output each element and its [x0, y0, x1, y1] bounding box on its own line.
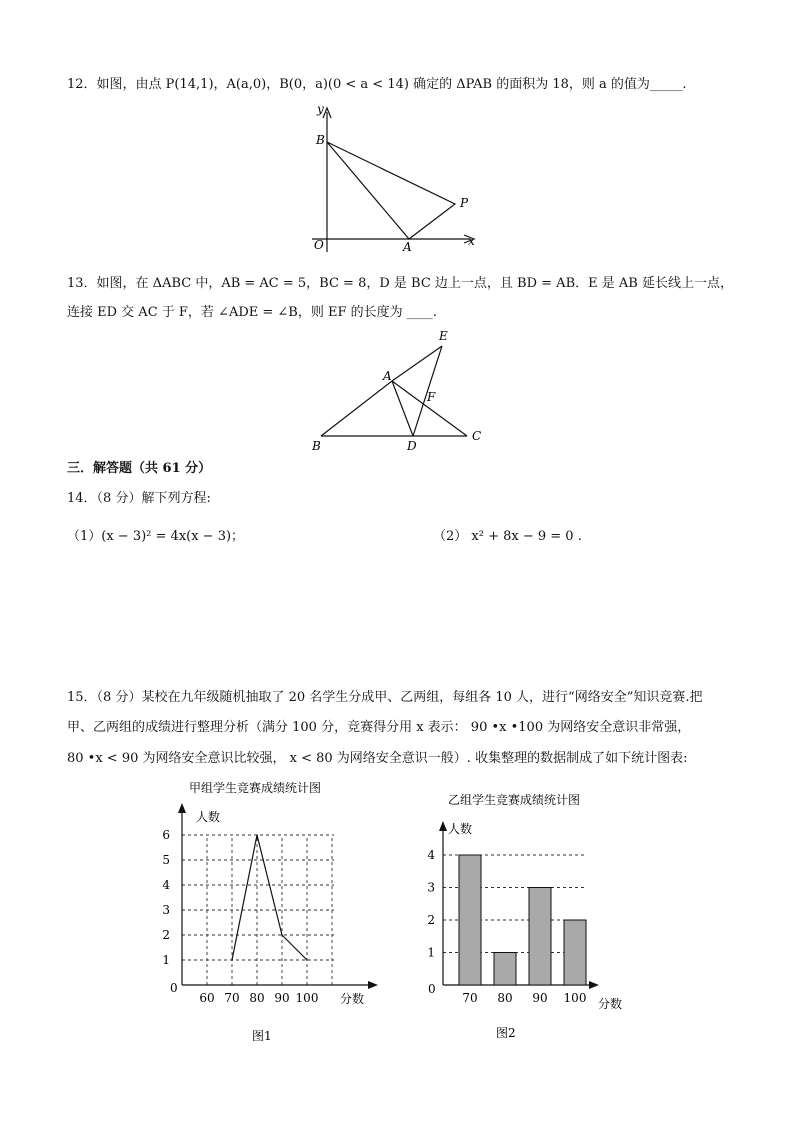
chart2-x-arrow: [589, 981, 599, 989]
q12-label-a: A: [403, 240, 412, 254]
chart2-xlabel: 分数: [598, 997, 623, 1011]
q12-label-o: O: [314, 238, 324, 252]
q12-label-y: y: [317, 102, 324, 116]
chart2-ylabel: 人数: [448, 822, 473, 836]
chart1-xtick: 100: [295, 991, 319, 1005]
chart2-bar: [494, 953, 516, 986]
q12-text: 12．如图，由点 P(14,1)，A(a,0)，B(0，a)(0 < a < 14) 确定的 ΔPAB 的面积为 18，则 a 的值为_____.: [67, 77, 687, 92]
q15-line1: 15．（8 分）某校在九年级随机抽取了 20 名学生分成甲、乙两组，每组各 10 人，进行“网络安全”知识竞赛.把: [67, 690, 703, 705]
chart1-ytick: 5: [162, 853, 170, 867]
chart1-caption: 图1: [252, 1029, 272, 1043]
chart2-xtick: 90: [532, 991, 548, 1005]
chart1-origin: 0: [170, 981, 178, 995]
chart1-ytick: 6: [162, 828, 170, 842]
chart1-xtick: 60: [199, 991, 215, 1005]
chart1-ytick: 3: [162, 903, 170, 917]
chart1-xtick: 90: [274, 991, 290, 1005]
q15-line3: 80 •x < 90 为网络安全意识比较强， x < 80 为网络安全意识一般）. 收集整理的数据制成了如下统计图表:: [67, 751, 688, 766]
chart1-ytick: 1: [162, 953, 170, 967]
chart2-title: 乙组学生竞赛成绩统计图: [448, 793, 581, 807]
chart2-xtick: 70: [462, 991, 478, 1005]
q13-line1: 13．如图，在 ΔABC 中，AB = AC = 5，BC = 8，D 是 BC 边上一点，且 BD = AB．E 是 AB 延长线上一点，: [67, 276, 733, 291]
chart1-ytick: 2: [162, 928, 170, 942]
q13-line2: 连接 ED 交 AC 于 F，若 ∠ADE = ∠B，则 EF 的长度为 ____.: [67, 305, 437, 320]
q12-label-x: x: [468, 234, 475, 248]
q13-label-e: E: [439, 329, 448, 343]
chart2-caption: 图2: [496, 1026, 516, 1040]
chart2-xtick: 100: [563, 991, 587, 1005]
section3-title: 三．解答题（共 61 分）: [67, 461, 212, 476]
q13-label-f: F: [427, 390, 436, 404]
q14-part2: （2） x² + 8x − 9 = 0 .: [433, 529, 582, 544]
chart1-ytick: 4: [162, 878, 170, 892]
q15-line2: 甲、乙两组的成绩进行整理分析（满分 100 分，竞赛得分用 x 表示： 90 •x •100 为网络安全意识非常强，: [67, 720, 691, 735]
q14-part1: （1）(x − 3)² = 4x(x − 3)；: [67, 529, 245, 544]
q13-label-c: C: [472, 429, 482, 443]
chart1-xtick: 80: [249, 991, 265, 1005]
chart1-ylabel: 人数: [196, 810, 221, 824]
q14-title: 14．（8 分）解下列方程:: [67, 491, 211, 506]
q13-label-a: A: [383, 369, 392, 383]
chart2-bar: [459, 855, 481, 985]
chart2-ytick: 2: [427, 913, 435, 927]
chart2-ytick: 1: [427, 945, 435, 960]
q12-label-p: P: [460, 196, 469, 210]
chart1-xlabel: 分数: [340, 992, 365, 1006]
chart2-origin: 0: [428, 982, 436, 996]
q13-label-d: D: [407, 439, 417, 453]
chart1-xtick: 70: [224, 991, 240, 1005]
q13-label-b: B: [312, 439, 321, 453]
chart2-y-arrow: [439, 821, 447, 831]
chart1-title: 甲组学生竞赛成绩统计图: [189, 781, 322, 795]
chart2-xtick: 80: [497, 991, 513, 1005]
chart2-bar: [564, 920, 586, 985]
chart2-ytick: 3: [427, 880, 435, 895]
chart2-ytick: 4: [427, 848, 435, 862]
chart2-bar: [529, 888, 551, 986]
q12-label-b: B: [316, 133, 325, 147]
